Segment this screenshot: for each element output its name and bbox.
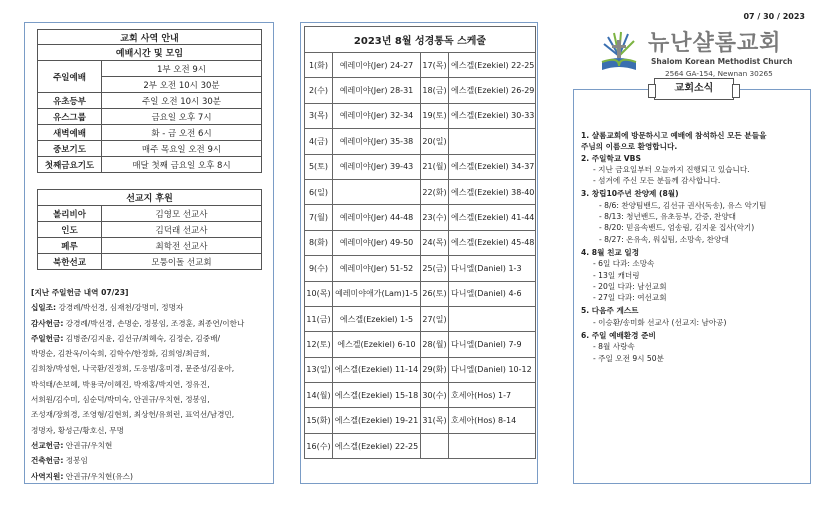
news-item: 주님의 이름으로 환영합니다. [581,142,678,152]
reading-day: 2(수) [305,78,333,103]
ministry-panel [24,22,274,484]
offering-text: 김병준/김지윤, 김선규/최혜숙, 김정순, 김중배/ [63,333,221,343]
reading-passage: 호세아(Hos) 8-14 [449,408,536,433]
offering-line [31,377,271,392]
mission-support-table [37,189,262,270]
reading-day: 22(화) [421,179,449,204]
offering-text: 박석태/손보혜, 박용국/이혜진, 박재홍/박지연, 정유진, [31,379,210,389]
worship-schedule-table [37,29,262,173]
reading-day: 29(화) [421,357,449,382]
reading-passage [449,129,536,154]
bible-row [305,205,536,230]
reading-day: 16(수) [305,433,333,458]
news-subitem: - 8월 사랑속 [593,342,635,352]
worship-key: 유스그룹 [38,109,102,125]
worship-value: 금요일 오후 7시 [102,109,262,125]
offering-text: 안권규/우치현(유스) [63,471,133,481]
reading-day: 6(일) [305,179,333,204]
reading-passage: 다니엘(Daniel) 4-6 [449,281,536,306]
reading-passage: 예레미야(Jer) 24-27 [333,53,421,78]
news-list [581,130,809,364]
bible-row [305,129,536,154]
offering-line [31,438,271,453]
worship-value: 화 - 금 오전 6시 [102,125,262,141]
offering-label: [지난 주일헌금 내역 07/23] [31,288,129,297]
reading-passage: 예레미야(Jer) 39-43 [333,154,421,179]
reading-day: 28(월) [421,332,449,357]
reading-passage [449,306,536,331]
reading-day: 10(목) [305,281,333,306]
reading-day: 13(일) [305,357,333,382]
reading-passage: 에스겔(Ezekiel) 11-14 [333,357,421,382]
news-item: 3. 창립10주년 찬양제 (8월) [581,189,679,199]
church-name: 뉴난샬롬교회 [648,31,782,56]
offering-line [31,407,271,422]
news-panel [573,83,811,484]
reading-day: 14(월) [305,383,333,408]
reading-passage [449,433,536,458]
reading-day: 20(일) [421,129,449,154]
offering-text: 조성재/장희경, 조영형/김현희, 최상헌/유희런, 표억선/남경민, [31,410,235,420]
reading-day: 5(토) [305,154,333,179]
worship-key: 주일예배 [38,61,102,93]
bible-row [305,78,536,103]
reading-passage: 에스겔(Ezekiel) 6-10 [333,332,421,357]
reading-passage: 에스겔(Ezekiel) 41-44 [449,205,536,230]
news-subitem: - 섬겨에 주신 모든 분들께 감사합니다. [593,176,721,186]
news-subitem: - 8/20: 믿음속밴드, 엄송림, 김지윤 집사(악기) [599,223,755,233]
offering-label: 사역지원: [31,471,64,481]
bible-row [305,306,536,331]
mission-value: 김덕래 선교사 [102,222,262,238]
news-subitem: - 20일 다과: 남선교회 [593,281,667,291]
reading-day: 15(화) [305,408,333,433]
mission-value: 김영모 선교사 [102,206,262,222]
reading-day [421,433,449,458]
offering-line [31,392,271,407]
reading-passage: 다니엘(Daniel) 10-12 [449,357,536,382]
offering-text: 강경례/박선경, 심재천/강명미, 정명자 [56,303,184,313]
reading-passage: 에스겔(Ezekiel) 22-25 [449,53,536,78]
reading-passage: 에스겔(Ezekiel) 45-48 [449,230,536,255]
bible-row [305,256,536,281]
reading-passage: 에스겔(Ezekiel) 30-33 [449,103,536,128]
offering-text: 강경례/박선경, 손명순, 정봉임, 조경훈, 최종연/이한나 [63,318,245,328]
bulletin-date: 07 / 30 / 2023 [743,12,805,21]
offering-text: 정명자, 황성근/황호신, 무명 [31,425,124,435]
reading-passage: 에스겔(Ezekiel) 26-29 [449,78,536,103]
offering-line [31,469,271,484]
bible-row [305,230,536,255]
reading-passage: 예레미야(Jer) 35-38 [333,129,421,154]
offering-line [31,346,271,361]
worship-value: 매달 첫째 금요일 오후 8시 [102,157,262,173]
reading-passage: 에스겔(Ezekiel) 38-40 [449,179,536,204]
reading-passage: 에스겔(Ezekiel) 22-25 [333,433,421,458]
mission-title: 선교지 후원 [38,190,262,206]
news-subitem: - 8/27: 온유속, 워십팀, 소망속, 찬양대 [599,234,729,244]
news-subitem: - 8/6: 찬양팀밴드, 김선규 권사(독송), 유스 악기팀 [599,200,767,210]
reading-passage: 예레미야(Jer) 32-34 [333,103,421,128]
news-item: 1. 샬롬교회에 방문하시고 예배에 참석하신 모든 분들을 [581,131,767,140]
reading-day: 1(화) [305,53,333,78]
bible-reading-table [304,26,536,459]
offering-line [31,316,271,331]
reading-passage: 다니엘(Daniel) 7-9 [449,332,536,357]
worship-value: 매주 목요일 오전 9시 [102,141,262,157]
bible-row [305,433,536,458]
offering-line [31,300,271,315]
reading-passage: 에스겔(Ezekiel) 34-37 [449,154,536,179]
reading-passage: 에스겔(Ezekiel) 15-18 [333,383,421,408]
reading-passage: 에스겔(Ezekiel) 19-21 [333,408,421,433]
bible-row [305,332,536,357]
reading-passage: 에스겔(Ezekiel) 1-5 [333,306,421,331]
reading-day: 31(목) [421,408,449,433]
worship-key: 유초등부 [38,93,102,109]
worship-key: 첫째금요기도 [38,157,102,173]
offering-text: 안권규/우치현 [63,440,113,450]
reading-passage: 예레미야(Jer) 49-50 [333,230,421,255]
reading-passage: 예레미야(Jer) 44-48 [333,205,421,230]
news-subitem: - 8/13: 청년밴드, 유초등부, 간증, 찬양대 [599,212,737,222]
mission-value: 최학전 선교사 [102,238,262,254]
mission-key: 인도 [38,222,102,238]
reading-day: 9(수) [305,256,333,281]
offering-text: 박명순, 김찬욱/이숙희, 김학수/한정화, 김희영/최금희, [31,349,210,359]
reading-passage: 호세아(Hos) 1-7 [449,383,536,408]
offering-list [31,285,271,484]
offering-text: 서희원/김수미, 심순덕/박미숙, 안권규/우치현, 정봉임, [31,395,210,405]
news-subitem: - 13일 캐더링 [593,270,640,280]
bible-row [305,53,536,78]
offering-label: 선교헌금: [31,440,64,450]
offering-label: 건축헌금: [31,456,64,466]
reading-day: 24(목) [421,230,449,255]
reading-day: 23(수) [421,205,449,230]
offering-label: 십일조: [31,303,57,313]
ministry-title: 교회 사역 안내 [38,30,262,45]
reading-day: 19(토) [421,103,449,128]
bible-row [305,383,536,408]
news-subitem: - 주일 오전 9시 50분 [593,353,664,363]
reading-day: 12(토) [305,332,333,357]
reading-passage: 다니엘(Daniel) 1-3 [449,256,536,281]
bible-row [305,179,536,204]
bible-row [305,357,536,382]
reading-passage: 예레미야애가(Lam)1-5 [333,281,421,306]
bible-title: 2023년 8월 성경통독 스케줄 [305,27,536,53]
offering-line [31,453,271,468]
church-logo-icon [594,26,644,76]
bible-row [305,408,536,433]
offering-line [31,423,271,438]
worship-key: 새벽예배 [38,125,102,141]
bible-row [305,103,536,128]
offering-label: 감사헌금: [31,318,64,328]
bible-row [305,281,536,306]
mission-key: 페루 [38,238,102,254]
reading-passage: 예레미야(Jer) 51-52 [333,256,421,281]
offering-line [31,285,271,300]
bible-row [305,154,536,179]
mission-value: 모퉁이돌 선교회 [102,254,262,270]
mission-key: 북한선교 [38,254,102,270]
reading-day: 17(목) [421,53,449,78]
news-subitem: - 27일 다과: 여선교회 [593,293,667,303]
offering-text: 김희창/박성현, 나국환/진정희, 도응범/홍미경, 문준성/김윤아, [31,364,235,374]
offering-label: 주일헌금: [31,333,64,343]
reading-passage: 예레미야(Jer) 28-31 [333,78,421,103]
reading-day: 4(금) [305,129,333,154]
mission-key: 볼리비아 [38,206,102,222]
reading-day: 7(월) [305,205,333,230]
offering-line [31,331,271,346]
reading-day: 30(수) [421,383,449,408]
news-title: 교회소식 [654,78,734,100]
reading-day: 11(금) [305,306,333,331]
bible-reading-panel [300,22,538,484]
news-subitem: - 이승환/송미화 선교사 (선교지: 남아공) [593,317,727,327]
reading-day: 18(금) [421,78,449,103]
reading-day: 27(일) [421,306,449,331]
reading-passage [333,179,421,204]
news-subitem: - 지난 금요일부터 오늘까지 진행되고 있습니다. [593,164,750,174]
news-item: 4. 8월 친교 일정 [581,247,640,257]
worship-title: 예배시간 및 모임 [38,45,262,61]
news-item: 6. 주일 예배환경 준비 [581,331,656,341]
reading-day: 21(월) [421,154,449,179]
offering-text: 정봉임 [63,456,88,466]
worship-value: 주일 오전 10시 30분 [102,93,262,109]
reading-day: 8(화) [305,230,333,255]
worship-value: 1부 오전 9시 [102,61,262,77]
church-english-name: Shalom Korean Methodist Church [651,57,793,66]
offering-line [31,361,271,376]
news-subitem: - 6일 다과: 소망속 [593,259,655,269]
news-item: 2. 주일학교 VBS [581,153,641,163]
reading-day: 3(목) [305,103,333,128]
church-address: 2564 GA-154, Newnan 30265 [665,69,773,78]
reading-day: 25(금) [421,256,449,281]
news-item: 5. 다음주 게스트 [581,306,639,316]
worship-value: 2부 오전 10시 30분 [102,77,262,93]
worship-key: 중보기도 [38,141,102,157]
reading-day: 26(토) [421,281,449,306]
